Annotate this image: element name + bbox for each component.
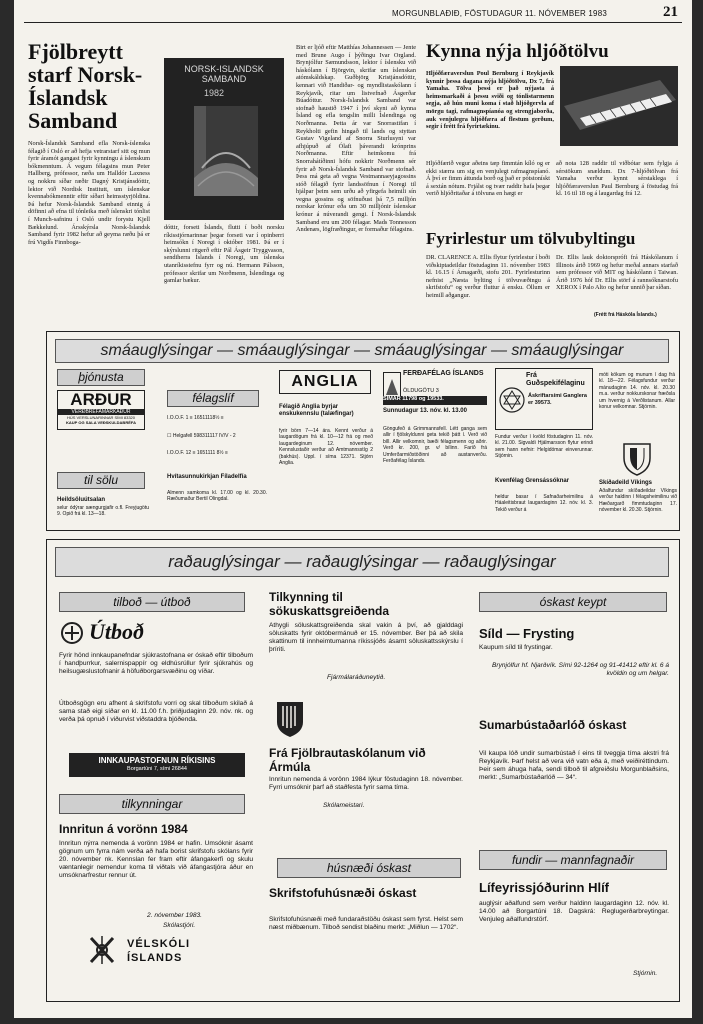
sild-contact: Brynjólfur hf. Njarðvík. Sími 92-1264 og 91-41412 eftir kl. 6 á kvöldin og um helgar.: [491, 662, 669, 677]
innkaup-title: INNKAUPASTOFNUN RÍKISINS: [98, 756, 216, 765]
fyrirlestur-headline: Fyrirlestur um tölvubyltingu: [426, 229, 636, 248]
sild-text: Kaupum síld til frystingar.: [479, 644, 553, 651]
fjolbraut-text: Innritun nemenda á vorönn 1984 lýkur föstudaginn 18. nóvember. Fyrri umsóknir þarf að staðfesta fyrir sama tíma.: [269, 776, 463, 791]
utbod-emblem-icon: [59, 622, 85, 644]
innritun-text: Innritun nýrra nemenda á vorönn 1984 er hafin. Umsóknir ásamt gögnum um fyrra nám verða að hafa borist skrifstofu skólans fyrir 20. nóvember nk. Kennslan fer fram eftir áfangakerfi og skulu væntanlegir nemendur koma til viðtals við áfangastjóra áður en umsóknarfrestur rennur út.: [59, 840, 253, 879]
skrif-text: Skrifstofuhúsnæði með fundaraðstöðu óskast sem fyrst. Helst sem næst miðbænum. Tilboð sendist blaðinu merkt: „Miðlun — 1702“.: [269, 916, 463, 931]
utbod-text2: Útboðsgögn eru afhent á skrifstofu vorri og skal tilboðum skilað á sama stað eigi síðar en kl. 11.00 f.h. þriðjudaginn 29. nóv. nk. og verða þá opnuð í viðurvist viðstaddra bjóðenda.: [59, 700, 253, 723]
keyboard-photo: [560, 66, 678, 146]
cover-year: 1982: [204, 88, 225, 98]
ardur-logo: ARÐUR: [70, 390, 132, 409]
heildsolu-text: selur ódýrar sængurgjafir o.fl. Freyjugötu 9. Opið frá kl. 13—18.: [57, 505, 149, 518]
anglia-text: fyrir börn 7—14 ára. Kennt verður á laugardögum frá kl. 10—12 frá og með laugardeginum 12. nóvember. Kennslustaðir verður að Amtmannsstíg 2 (bakhús). Uppl. í síma 12371. Stjórn Anglia.: [279, 428, 373, 467]
til-solu-label: til sölu: [57, 472, 145, 489]
gudspeki-text: Fundur verður í kvöld föstudaginn 11. nóv. kl. 21.00. Sigvaldi Hjálmarsson flytur erindi sem hann nefnir: Helgidómar einverunnar. Stjórnin.: [495, 434, 593, 460]
samband-cover-image: [164, 58, 284, 220]
vikings-shield-icon: [622, 442, 652, 476]
gudspeki-sub: Áskriftarsími Ganglera er 39573.: [528, 393, 587, 406]
kynna-body-right: að nota 128 raddir til viðbótar sem fylgja á sérstökum snældum. Dx 7-hljóðtölvan frá Yamaha verður kynnt sérstaklega í hljóðfæraverslun Paul Bernburg á föstudag frá kl. 16 til 18 og á laugardag frá 12.: [556, 160, 678, 198]
lif-sign: Stjórnin.: [633, 970, 658, 977]
fyrirlestur-credit: (Frétt frá Háskóla Íslands.): [594, 312, 657, 318]
kynna-lead: Hljóðfæraverslun Poul Bernburg í Reykjavík kynnir þessa dagana nýja hljóðtölvu, Dx 7, frá Yamaha. Tölva þessi er það nýjasta á heimsmarkaði á þessu sviði og tónlistarmenn segja, að hún muni koma í stað hljóðgervla af mörgu tagi, rafmagnspíanóa og strengjaborða, auk venjulegra hljóðfæra af flestum gerðum, segir í frétt frá fyrirtækinu.: [426, 70, 554, 131]
samband-article: [28, 40, 150, 246]
felagslif-label: félagslíf: [167, 390, 259, 407]
ardur-ad: [57, 390, 145, 430]
page-number: 21: [663, 4, 678, 20]
tilkynningar-label: tilkynningar: [59, 794, 245, 814]
ferda-addr: ÖLDUGÖTU 3: [403, 388, 439, 394]
sild-title: Síld — Frysting: [479, 626, 575, 641]
hvitasunnu-title: Hvítasunnukirkjan Fíladelfía: [167, 474, 247, 480]
velskoli-line1: VÉLSKÓLI: [127, 938, 191, 950]
samband-headline: Fjölbreytt starf Norsk-Íslandsk Samband: [28, 39, 143, 133]
lif-title: Lífeyrissjóðurinn Hlíf: [479, 880, 610, 895]
anglia-title: Félagið Anglia byrjar enskukennslu (talæfingar): [279, 404, 354, 417]
sumar-title: Sumarbústaðarlóð óskast: [479, 718, 627, 732]
sokn-sign: Fjármálaráðuneytið.: [327, 674, 386, 681]
gudspeki-title: Frá Guðspekifélaginu: [526, 372, 585, 387]
radauglysingar-banner: raðauglýsingar — raðauglýsingar — raðauglýsingar: [55, 547, 669, 577]
skrif-title: Skrifstofuhúsnæði óskast: [269, 886, 417, 900]
oskast-keypt-label: óskast keypt: [479, 592, 667, 612]
utbod-logo-row: [59, 620, 249, 646]
smaauglysingar-banner: smáauglýsingar — smáauglýsingar — smáauglýsingar — smáauglýsingar: [55, 339, 669, 363]
kynna-body-left: Hljóðfærið vegur aðeins tæp fimmtán kíló og er ekki stærra um sig en venjulegt rafmagnspíanó. Á því er fimm áttunda borð og það er pótstonískt á sextán nótum. Frjálst og tvær raddir hafa þegar verið hljóðritaðar á tölvuna en hægt er: [426, 160, 550, 198]
innritun-title: Innritun á vorönn 1984: [59, 822, 188, 836]
ferda-phones: SÍMAR 11798 og 19533.: [383, 396, 487, 405]
ferda-text: Göngufeð á Grimmannsfell. Létt ganga sem allir í fjölskyldunni geta tekið þátt í. Verð við bíll. Allir velkomnir, bæði félagsmenn og aðrir. Verð kr. 200, gr. v/ bílinn. Farið frá Umferðarmiðstöðinni að austanverðu. Ferðafélag Íslands.: [383, 426, 487, 465]
utbod-logo: Útboð: [89, 619, 144, 644]
ferda-title: FERÐAFÉLAG ÍSLANDS: [403, 370, 484, 377]
fyrirlestur-body-right: Dr. Ellis lauk doktorsprófi frá Háskólanum í Illinois árið 1969 og hefur meðal annars starfað sem prófessor við MIT og háskólann í Taiwan. Árið 1976 hóf Dr. Ellis störf á rannsóknarstofu XEROX í Palo Alto og hefur unnið þar síðan.: [556, 254, 678, 292]
radauglysingar-section: [46, 539, 680, 1002]
thjonusta-label: þjónusta: [57, 369, 145, 386]
ardur-sub2: HÚS VERSLUNARINNAR SÍMI 83320: [66, 415, 136, 420]
innkaup-box: [69, 753, 245, 777]
kvenfelag-continued: móti kökum og munum í dag frá kl. 18—22. Félagsfundur verður mánudaginn 14. nóv. kl. 20.30 m.a. verður nokkurskonar fræðsla um hvernig á Verðlistanum. Allar konur velkomnar. Stjórnin.: [599, 372, 675, 411]
iof2: I.O.O.F. 12 ≡ 1651111 8½ ≡: [167, 450, 228, 456]
heildsolu-title: Heildsöluútsalan: [57, 497, 106, 503]
utbod-text1: Fyrir hönd innkaupanefndar sjúkrastofnana er óskað eftir tilboðum í handþurrkur, salernispappír og eldhúsrúllur fyrir sjúkrahús og heilsugæslustofnanir á höfuðborgarsvæðinu og víðar.: [59, 652, 253, 675]
ardur-sub1: VERÐBRÉFAMARKAÐUR: [58, 409, 144, 415]
lif-text: auglýsir aðalfund sem verður haldinn laugardaginn 12. nóv. kl. 14.00 að Borgartúni 18. Dagskrá: Reglugerðarbreytingar. Venjuleg aðalfundrstörf.: [479, 900, 669, 923]
star-of-david-icon: [499, 387, 525, 413]
samband-body-col2: dóttir, forseti Íslands, flutti í boði norsku ríkisstjórnarinnar þegar forseti var í opinberri heimsókn í Noregi í október 1981. Þá er í skýrslunni ritgerð eftir Pál Ásgeir Tryggvason, sendiherra Íslands í Noregi, um íslenska utanríkisstefnu fyrr og nú. Hermann Pálsson, prófessor skrifar um Norðmenn, Íslendinga og gamlar bækur.: [164, 224, 284, 285]
velskoli-line2: ÍSLANDS: [127, 952, 183, 964]
kynna-article: [426, 42, 678, 62]
page-header: [24, 2, 682, 23]
iof1: I.O.O.F. 1 ≡ 16511118½ ≡: [167, 415, 224, 421]
vikings-text: Aðalfundur skíðadeildar Víkings verður haldinn í félagsheimilinu við Hæðargarð fimmtudaginn 17. nóvember kl. 20.30. Stjórnin.: [599, 488, 677, 514]
tilbod-utbod-label: tilboð — útboð: [59, 592, 245, 612]
hvitasunnu-text: Almenn samkoma kl. 17.00 og kl. 20.30. Ræðumaður Bertil Olingdal.: [167, 490, 267, 503]
vikings-title: Skíðadeild Víkings: [599, 480, 653, 486]
fyrirlestur-body-left: DR. CLARENCE A. Ellis flytur fyrirlestur í boði viðskiptadeildar föstudaginn 11. nóvember 1983 kl. 16.15 í Árnagarði, stofu 201. Fyrirlesturinn nefnist „Næsta bylting í tölvuvæðingu á skrifstofu“ og verður fluttur á ensku. Öllum er heimill aðgangur.: [426, 254, 551, 299]
ardur-sub3: KAUP OG SALA VEÐSKULDABRÉFA: [65, 420, 136, 425]
fjolbraut-title: Frá Fjölbrautaskólanum við Ármúla: [269, 746, 426, 774]
cover-title: NORSK-ISLANDSK SAMBAND: [184, 64, 264, 84]
innkaup-addr: Borgartúni 7, sími 26844: [127, 766, 187, 772]
gudspeki-box: [495, 368, 593, 430]
samband-body-col1: Norsk-Íslandsk Samband efla Norsk-íslenska félagið í Osló er að hefja vetrarstarf sitt og mun fyrir áramót gangast fyrir kynningu á íslenskum bókmenntum. Á vegum félagsins mun Peter Hallberg, prófessor, ræða um Halldór Laxness og nokkru síðar ræðir Dagný Kristjánsdóttir, lektor við Nordisk Institutt, um íslenskar kvennabókmenntir eftir síðari heimsstyrjöldina. Þá hefur Norsk-Íslandsk Samband einnig á döfinni að efna til tónleika með íslenskri tónlist í Munch-safninu í Osló undir forystu Kjell Bækkelund. Ársskýrsla Norsk-Íslandsk Samband fyrir 1982 hefur að geyma ræðu þá er frú Vigdís Finnboga-: [28, 140, 150, 246]
fundir-label: fundir — mannfagnaðir: [479, 850, 667, 870]
tapestry-graphic: [164, 58, 284, 220]
kvenfelag-title: Kvenfélag Grensássóknar: [495, 478, 570, 484]
husnaedi-label: húsnæði óskast: [277, 858, 461, 878]
sumar-text: Vil kaupa lóð undir sumarbústað í eins til tveggja tíma akstri frá Reykjavík. Þarf helst að vera við vatn eða á, með veiðiréttindum. Þeir sem áhuga hafa, sendi tilboð til afgreiðslu Morgunblaðsins, merkt: „Sumarbústaðarlóð — 34“.: [479, 750, 669, 781]
sokn-text: Athygli söluskattsgreiðenda skal vakin á því, að gjalddagi söluskatts fyrir októbermánuð er 15. nóvember. Ber þá að skila skattinum til innheimtumanna ríkissjóðs ásamt söluskattsskýrslu í þríriti.: [269, 622, 463, 653]
smaauglysingar-section: [46, 331, 680, 531]
anglia-logo: ANGLIA: [279, 370, 371, 394]
synthesizer-icon: [560, 66, 678, 146]
newspaper-dateline: MORGUNBLAÐIÐ, FÖSTUDAGUR 11. NÓVEMBER 1983: [392, 9, 607, 18]
fjolbraut-emblem-icon: [275, 700, 305, 738]
sokn-title: Tilkynning til sökuskattsgreiðenda: [269, 590, 390, 618]
newspaper-page: [14, 0, 692, 1018]
kvenfelag-text: heldur basar í Safnaðarheimilinu á Háaleitisbraut laugardaginn 12. nóv. kl. 3. Tekið verður á: [495, 494, 593, 513]
kynna-headline: Kynna nýja hljóðtölvu: [426, 41, 609, 62]
velskoli-emblem-icon: [87, 934, 117, 966]
samband-body-col3: Birt er ljóð eftir Matthías Johannessen — Jente med Brune Augo í þýðingu Ivar Orgland. Brynjólfur Sæmundsson, lektor í íslensku við háskólann í Björgvin, skrifar um íslenskan atómskáldskap. Guðbjörg Kristjánsdóttir, kennari við Handiðar- og myndlistaskólann í Reykjavík, ritar um listvefnað Ásgerðar Búadóttur. Norsk-Íslandsk Samband var stofnað haustið 1947 í því skyni að kynna Ísland og efla tengslin milli Íslendinga og Norðmanna. Þetta ár var Snorrastifan í Reykholti gefin hingað til lands og styttan Gustav Vigeland af Snorra Sturlusyni var afhjúpuð af Ólafi þáverandi krónprins Norðmanna. Eftir heimkomu frá Snorrahátíðinni hófu nokkrir Norðmenn sér fyrir að Norsk-Íslandsk Samband var stofnað. Þess má geta að vegna Vestmannaeyjagossins stóð félagið fyrir landssöfnun í Noregi til hjálpar þeim sem urðu að yfirgefa heimili sín vegna gossins og söfnuðust þá 7,5 milljón norskar krónur eða um 30 milljónir íslenskar krónur á núverandi gengi. Í Norsk-Íslandsk Samband eru um 200 félagar. Mads Tonnesson Andenæs, lögfræðingur, er formaður félagsins.: [296, 44, 416, 234]
ferda-sunnudagur: Sunnudagur 13. nóv. kl. 13.00: [383, 408, 467, 414]
innritun-sign: Skólastjóri.: [163, 922, 196, 929]
helgafell: ☐ Helgafell 598311117 IV/V - 2: [167, 433, 236, 439]
fjolbraut-sign: Skólameistari.: [323, 802, 365, 809]
innritun-date: 2. nóvember 1983.: [147, 912, 202, 919]
